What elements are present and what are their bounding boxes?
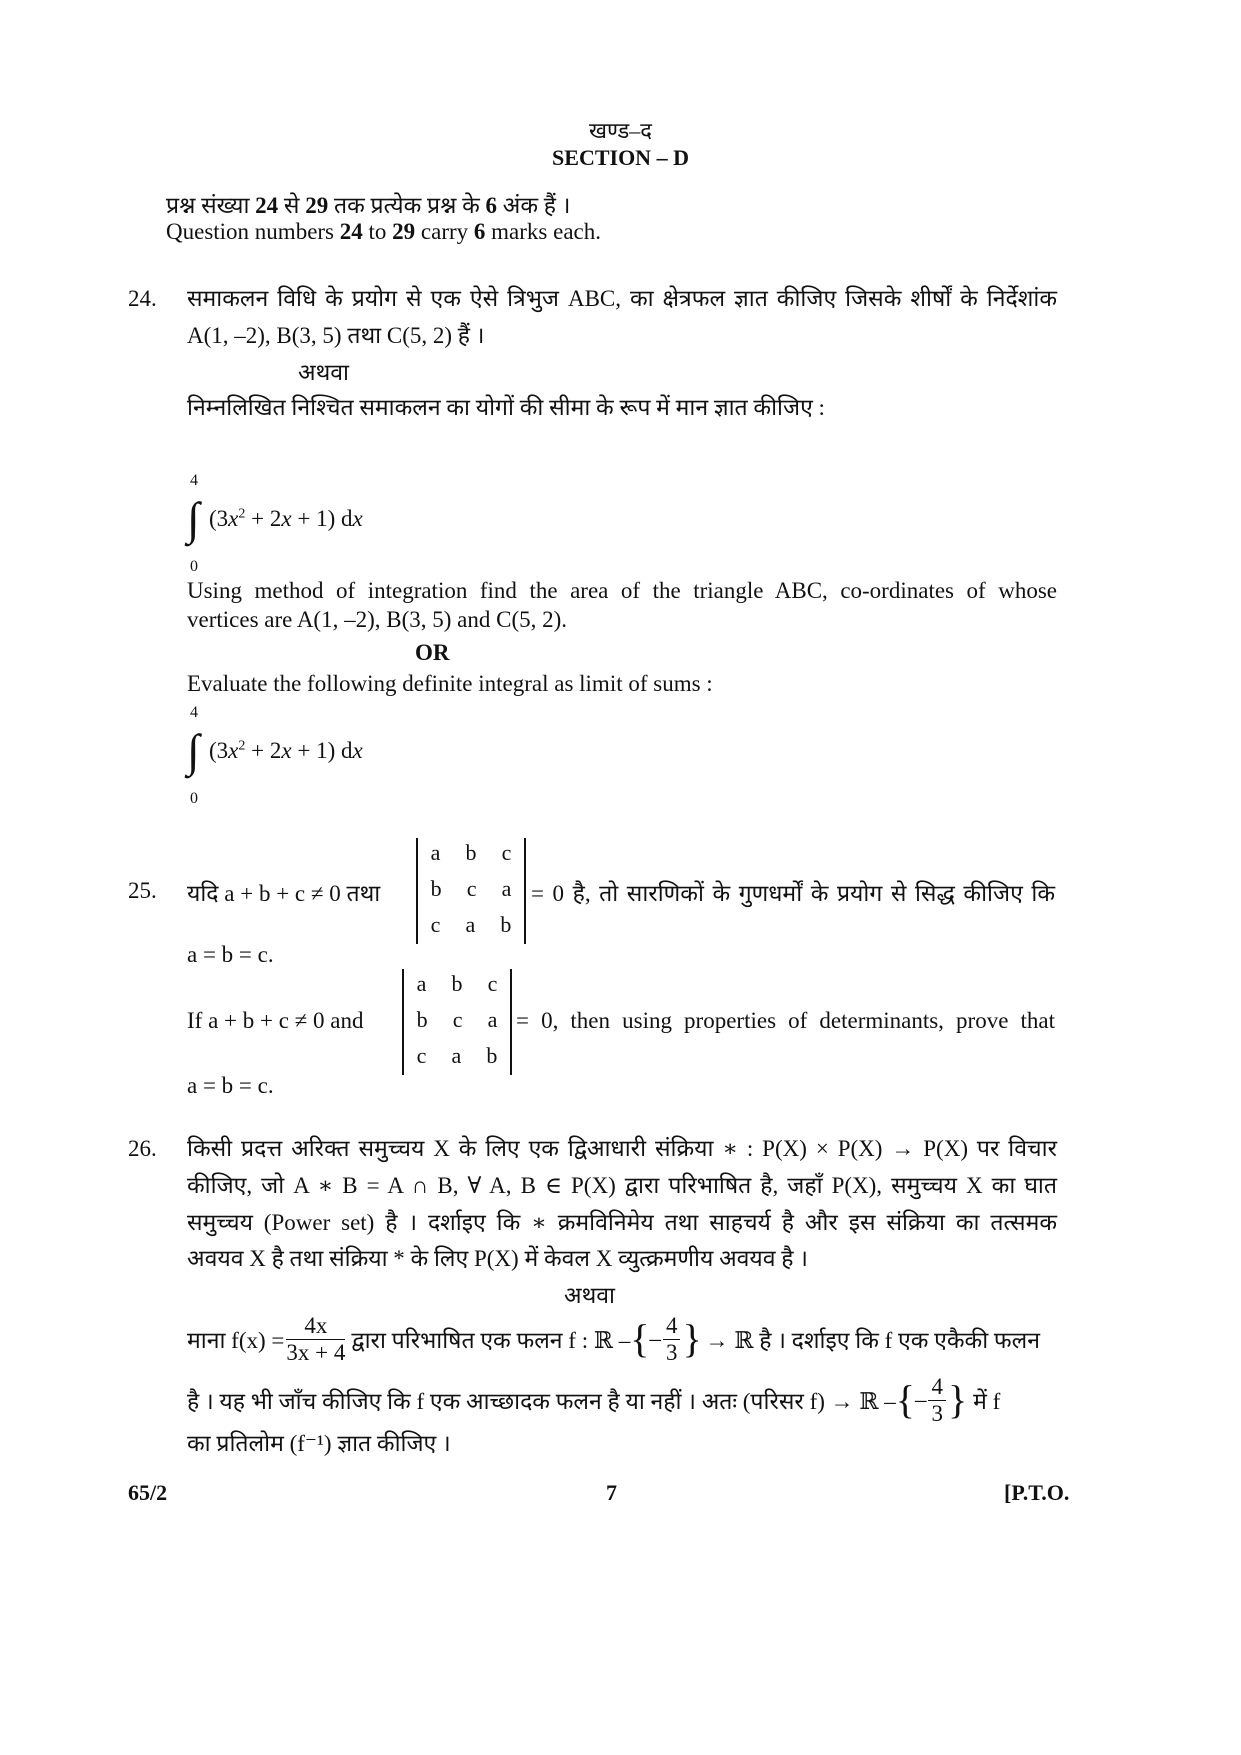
q24-integral-english <box>187 704 447 814</box>
set-fraction: $\frac{4}{3}$ <box>663 1313 681 1366</box>
page-number: 7 <box>606 1480 617 1505</box>
q25-hindi-pre: यदि a + b + c ≠ 0 तथा <box>187 881 381 906</box>
question-number-25: 25. <box>128 878 157 903</box>
q26-line3: समुच्चय (Power set) है । दर्शाइए कि ∗ क्रमविनिमेय तथा साहचर्य है और इस संक्रिया का तत्समक <box>187 1210 1057 1235</box>
q24-integral-hindi <box>187 472 447 582</box>
q26-alt-line2: है । यह भी जाँच कीजिए कि f एक आच्छादक फलन है या नहीं । अतः (परिसर f) → ℝ – { – $\frac{4}{3}$ } में f <box>187 1373 1001 1426</box>
q25-determinant-english: a b c b c a c a b <box>402 969 512 1075</box>
q24-english-line1: Using method of integration find the area of the triangle ABC, co-ordinates of whose <box>187 578 1057 603</box>
integral-sign: ∫ <box>187 493 200 544</box>
q26-alt-line3: का प्रतिलोम (f⁻¹) ज्ञात कीजिए । <box>187 1431 451 1456</box>
integral-upper-limit: 4 <box>190 704 198 721</box>
q25-english-pre: If a + b + c ≠ 0 and <box>187 1008 364 1033</box>
q24-hindi-alt: निम्नलिखित निश्चित समाकलन का योगों की सीमा के रूप में मान ज्ञात कीजिए : <box>187 395 825 420</box>
q25-conclusion-hindi: a = b = c. <box>187 942 274 967</box>
q24-hindi-line1: समाकलन विधि के प्रयोग से एक ऐसे त्रिभुज ABC, का क्षेत्रफल ज्ञात कीजिए जिसके शीर्षों के निर्देशांक <box>187 286 1057 311</box>
q26-or: अथवा <box>564 1283 616 1308</box>
q24-hindi-or: अथवा <box>298 360 350 385</box>
q24-english-or: OR <box>415 640 450 665</box>
set-fraction: $\frac{4}{3}$ <box>928 1374 946 1427</box>
integral-expression: $(3x^2 + 2x + 1)$ dx <box>209 738 363 763</box>
instruction-english: Question numbers 24 to 29 carry 6 marks each. <box>166 219 601 244</box>
integral-lower-limit: 0 <box>190 790 198 807</box>
q24-english-alt: Evaluate the following definite integral as limit of sums : <box>187 671 713 696</box>
integral-sign: ∫ <box>187 725 200 776</box>
pto-label: [P.T.O. <box>1004 1480 1070 1505</box>
function-fraction: $\frac{4x}{3x + 4}$ <box>286 1312 346 1365</box>
q25-conclusion-english: a = b = c. <box>187 1073 274 1098</box>
integral-lower-limit: 0 <box>190 558 198 575</box>
question-number-26: 26. <box>128 1136 157 1161</box>
q24-hindi-line2: A(1, –2), B(3, 5) तथा C(5, 2) हैं । <box>187 323 485 348</box>
q24-english-line2: vertices are A(1, –2), B(3, 5) and C(5, 2). <box>187 607 568 632</box>
q25-english-post: = 0, then using properties of determinants, prove that <box>516 1008 1055 1033</box>
q26-alt-line1: माना f(x) = $\frac{4x}{3x + 4}$ द्वारा परिभाषित एक फलन f : ℝ – { – $\frac{4}{3}$ } → ℝ है । दर्शाइए कि f एक एकैकी फलन <box>187 1312 1041 1365</box>
integral-upper-limit: 4 <box>190 472 198 489</box>
instruction-hindi: प्रश्न संख्या 24 से 29 तक प्रत्येक प्रश्न के 6 अंक हैं । <box>166 193 571 218</box>
q26-line4: अवयव X है तथा संक्रिया * के लिए P(X) में केवल X व्युत्क्रमणीय अवयव है । <box>187 1246 808 1271</box>
q25-determinant-hindi: a b c b c a c a b <box>416 838 526 944</box>
q26-line2: कीजिए, जो A ∗ B = A ∩ B, ∀ A, B ∈ P(X) द्वारा परिभाषित है, जहाँ P(X), समुच्चय X का घात <box>187 1173 1057 1198</box>
section-title-english: SECTION – D <box>552 145 689 170</box>
integral-expression: $(3x^2 + 2x + 1)$ dx <box>209 506 363 531</box>
q26-line1: किसी प्रदत्त अरिक्त समुच्चय X के लिए एक द्विआधारी संक्रिया ∗ : P(X) × P(X) → P(X) पर विचार <box>187 1136 1057 1161</box>
section-title-hindi: खण्ड–द <box>589 118 652 143</box>
q25-hindi-post: = 0 है, तो सारणिकों के गुणधर्मों के प्रयोग से सिद्ध कीजिए कि <box>531 881 1055 906</box>
paper-code: 65/2 <box>128 1480 168 1505</box>
question-number-24: 24. <box>128 286 157 311</box>
